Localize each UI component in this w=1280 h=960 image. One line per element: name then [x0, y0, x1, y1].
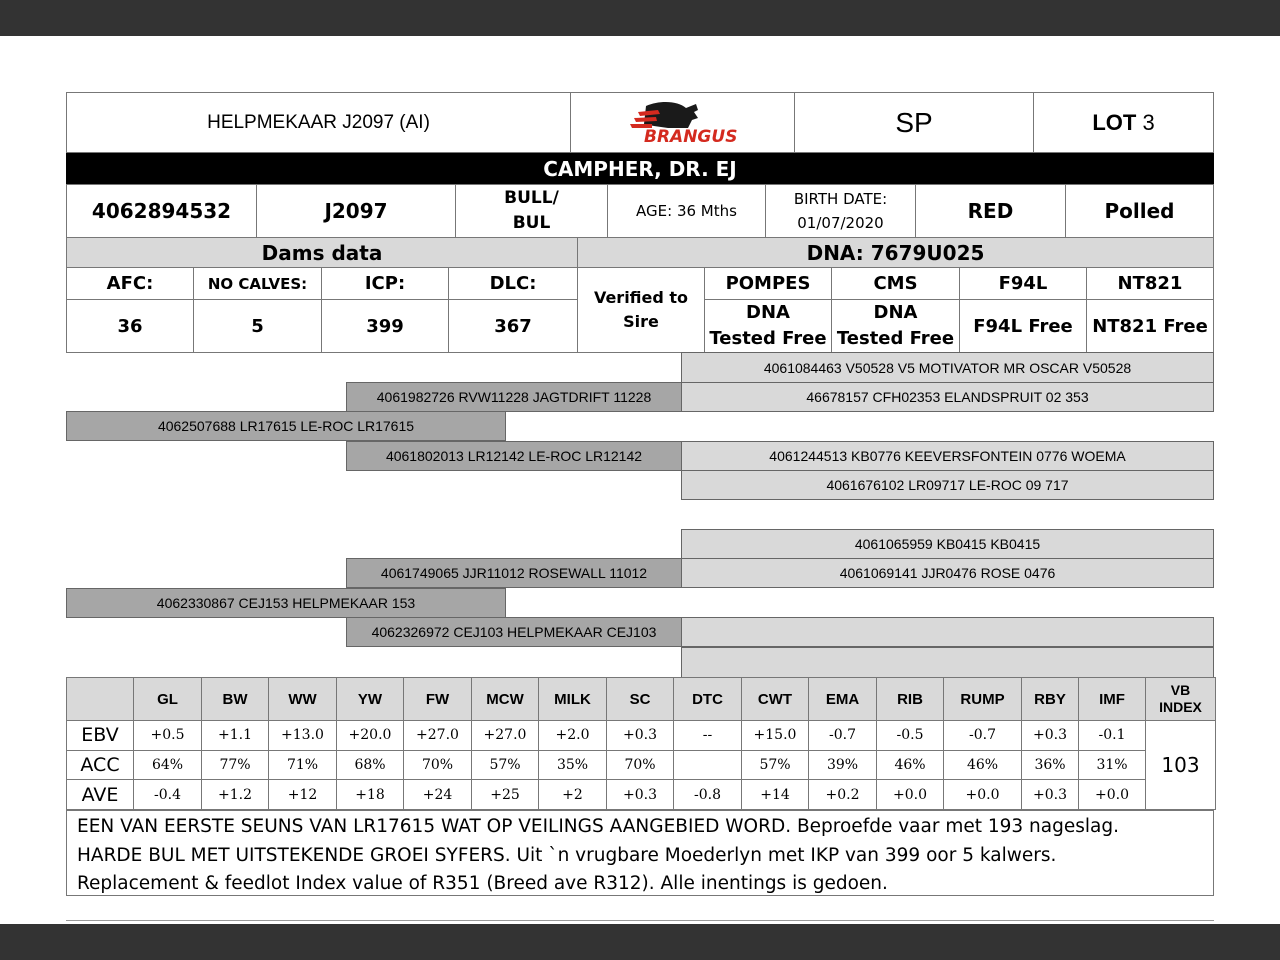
dna-verified-line2: Sire — [623, 312, 659, 331]
acc-cell: 70% — [607, 750, 674, 780]
ebv-header-cell: IMF — [1079, 678, 1146, 721]
dams-header-no-calves: NO CALVES: — [193, 267, 322, 300]
ebv-header-cell: YW — [337, 678, 404, 721]
ebv-header-cell: MILK — [539, 678, 607, 721]
dna-pompes-line1: DNA — [746, 302, 790, 323]
acc-row — [67, 750, 1216, 780]
ebv-header-cell: DTC — [674, 678, 742, 721]
dna-verified-line1: Verified to — [593, 288, 689, 307]
ebv-cell: +27.0 — [472, 721, 539, 751]
ebv-cell: +0.5 — [134, 721, 202, 751]
vb-index-value: 103 — [1146, 721, 1216, 810]
acc-cell: 39% — [809, 750, 877, 780]
ave-cell: +24 — [404, 780, 472, 810]
brangus-logo — [570, 92, 795, 153]
age: AGE: 36 Mths — [607, 184, 766, 238]
pedigree-sire: 4062507688 LR17615 LE-ROC LR17615 — [66, 411, 506, 441]
acc-cell: 31% — [1079, 750, 1146, 780]
ebv-header-cell: GL — [134, 678, 202, 721]
ebv-table — [66, 677, 1216, 810]
top-bar — [0, 0, 1280, 36]
pedigree-dam: 4062330867 CEJ153 HELPMEKAAR 153 — [66, 588, 506, 618]
remarks-line: EEN VAN EERSTE SEUNS VAN LR17615 WAT OP VEILINGS AANGEBIED WORD. Beproefde vaar met 193 nageslag. — [77, 816, 1119, 837]
vb-index-line2: INDEX — [1159, 699, 1202, 715]
dna-test-nt821-name: NT821 — [1086, 267, 1214, 300]
dams-value-icp: 399 — [321, 299, 449, 353]
acc-cell: 46% — [877, 750, 944, 780]
ebv-cell: -0.1 — [1079, 721, 1146, 751]
ave-cell: +1.2 — [202, 780, 269, 810]
dna-pompes-line2: Tested Free — [709, 328, 827, 349]
animal-name: HELPMEKAAR J2097 (AI) — [66, 92, 571, 153]
sex-line1: BULL/ — [504, 188, 559, 208]
pedigree-dam-sire-dam: 4061069141 JJR0476 ROSE 0476 — [681, 558, 1214, 588]
ebv-header-cell: RUMP — [944, 678, 1022, 721]
tag-number: J2097 — [256, 184, 456, 238]
ave-cell: +2 — [539, 780, 607, 810]
dna-title: DNA: 7679U025 — [577, 237, 1214, 268]
acc-cell — [674, 750, 742, 780]
ebv-cell: +1.1 — [202, 721, 269, 751]
ebv-row — [67, 721, 1216, 751]
acc-cell: 64% — [134, 750, 202, 780]
lot-number — [1033, 92, 1214, 153]
ebv-cell: +0.3 — [607, 721, 674, 751]
dna-cms-line1: DNA — [873, 302, 918, 323]
ave-row — [67, 780, 1216, 810]
ebv-header-cell: FW — [404, 678, 472, 721]
acc-cell: 57% — [742, 750, 809, 780]
dams-header-dlc: DLC: — [448, 267, 578, 300]
remarks-line: HARDE BUL MET UITSTEKENDE GROEI SYFERS. Uit `n vrugbare Moederlyn met IKP van 399 oor 5 kalwers. — [77, 844, 1057, 866]
ave-cell: +14 — [742, 780, 809, 810]
pedigree-dam-sire-sire: 4061065959 KB0415 KB0415 — [681, 529, 1214, 559]
remarks-line: Replacement & feedlot Index value of R351 (Breed ave R312). Alle inentings is gedoen. — [77, 873, 888, 894]
ave-cell: +18 — [337, 780, 404, 810]
vb-index-line1: VB — [1170, 682, 1191, 698]
vb-index-header — [1146, 678, 1216, 721]
lot-label: LOT — [1092, 109, 1137, 135]
ebv-header-cell: SC — [607, 678, 674, 721]
dna-test-nt821-result: NT821 Free — [1086, 299, 1214, 353]
color: RED — [915, 184, 1066, 238]
acc-cell: 36% — [1022, 750, 1079, 780]
dna-test-pompes-name: POMPES — [704, 267, 832, 300]
acc-row-label: ACC — [67, 750, 134, 780]
id-number: 4062894532 — [66, 184, 257, 238]
dna-cms-line2: Tested Free — [836, 328, 955, 349]
ave-cell: +0.2 — [809, 780, 877, 810]
ebv-header-cell: MCW — [472, 678, 539, 721]
ebv-cell: +15.0 — [742, 721, 809, 751]
dams-header-afc: AFC: — [66, 267, 194, 300]
ebv-header-cell: WW — [269, 678, 337, 721]
horn-status: Polled — [1065, 184, 1214, 238]
bull-logo-icon — [608, 98, 758, 148]
dna-test-f94l-name: F94L — [959, 267, 1087, 300]
ebv-cell: +2.0 — [539, 721, 607, 751]
ave-row-label: AVE — [67, 780, 134, 810]
acc-cell: 71% — [269, 750, 337, 780]
dams-value-no-calves: 5 — [193, 299, 322, 353]
acc-cell: 68% — [337, 750, 404, 780]
acc-cell: 70% — [404, 750, 472, 780]
dams-data-title: Dams data — [66, 237, 578, 268]
dams-value-dlc: 367 — [448, 299, 578, 353]
ave-cell: +0.0 — [944, 780, 1022, 810]
ave-cell: -0.8 — [674, 780, 742, 810]
ebv-header-cell: RBY — [1022, 678, 1079, 721]
ebv-cell: +27.0 — [404, 721, 472, 751]
ave-cell: +12 — [269, 780, 337, 810]
ave-cell: +0.0 — [877, 780, 944, 810]
acc-cell: 46% — [944, 750, 1022, 780]
pedigree-sire-sire-sire: 4061084463 V50528 V5 MOTIVATOR MR OSCAR V50528 — [681, 352, 1214, 383]
ebv-cell: -- — [674, 721, 742, 751]
dna-verified — [577, 267, 705, 353]
ave-cell: -0.4 — [134, 780, 202, 810]
type-code: SP — [794, 92, 1034, 153]
ebv-header-cell: EMA — [809, 678, 877, 721]
dna-test-cms-result — [831, 299, 960, 353]
pedigree-dam-dam-sire — [681, 617, 1214, 647]
dna-test-pompes-result — [704, 299, 832, 353]
owner-name: CAMPHER, DR. EJ — [66, 153, 1214, 184]
pedigree-sire-sire: 4061982726 RVW11228 JAGTDRIFT 11228 — [346, 382, 682, 412]
pedigree-dam-dam-dam — [681, 647, 1214, 678]
acc-cell: 35% — [539, 750, 607, 780]
sex-line2: BUL — [512, 213, 551, 233]
dams-value-afc: 36 — [66, 299, 194, 353]
ebv-cell: -0.5 — [877, 721, 944, 751]
pedigree-sire-sire-dam: 46678157 CFH02353 ELANDSPRUIT 02 353 — [681, 382, 1214, 412]
ebv-cell: +20.0 — [337, 721, 404, 751]
ebv-header-blank — [67, 678, 134, 721]
ebv-header-cell: CWT — [742, 678, 809, 721]
dams-header-icp: ICP: — [321, 267, 449, 300]
pedigree-sire-dam: 4061802013 LR12142 LE-ROC LR12142 — [346, 441, 682, 471]
ave-cell: +0.0 — [1079, 780, 1146, 810]
acc-cell: 57% — [472, 750, 539, 780]
remarks — [66, 810, 1214, 896]
dna-test-cms-name: CMS — [831, 267, 960, 300]
pedigree-dam-dam: 4062326972 CEJ103 HELPMEKAAR CEJ103 — [346, 617, 682, 647]
bottom-bar — [0, 924, 1280, 960]
ave-cell: +25 — [472, 780, 539, 810]
ave-cell: +0.3 — [607, 780, 674, 810]
birth-date — [765, 184, 916, 238]
ebv-cell: -0.7 — [809, 721, 877, 751]
pedigree-dam-sire: 4061749065 JJR11012 ROSEWALL 11012 — [346, 558, 682, 588]
lot-value: 3 — [1142, 109, 1155, 135]
pedigree-sire-dam-dam: 4061676102 LR09717 LE-ROC 09 717 — [681, 470, 1214, 500]
ebv-header-row — [67, 678, 1216, 721]
ebv-cell: -0.7 — [944, 721, 1022, 751]
pedigree-sire-dam-sire: 4061244513 KB0776 KEEVERSFONTEIN 0776 WOEMA — [681, 441, 1214, 471]
ave-cell: +0.3 — [1022, 780, 1079, 810]
svg-text:BRANGUS: BRANGUS — [643, 126, 737, 147]
ebv-header-cell: BW — [202, 678, 269, 721]
ebv-header-cell: RIB — [877, 678, 944, 721]
acc-cell: 77% — [202, 750, 269, 780]
ebv-row-label: EBV — [67, 721, 134, 751]
birth-date-value: 01/07/2020 — [797, 214, 884, 232]
dna-test-f94l-result: F94L Free — [959, 299, 1087, 353]
birth-date-label: BIRTH DATE: — [793, 190, 888, 208]
ebv-cell: +13.0 — [269, 721, 337, 751]
ebv-cell: +0.3 — [1022, 721, 1079, 751]
sex — [455, 184, 608, 238]
